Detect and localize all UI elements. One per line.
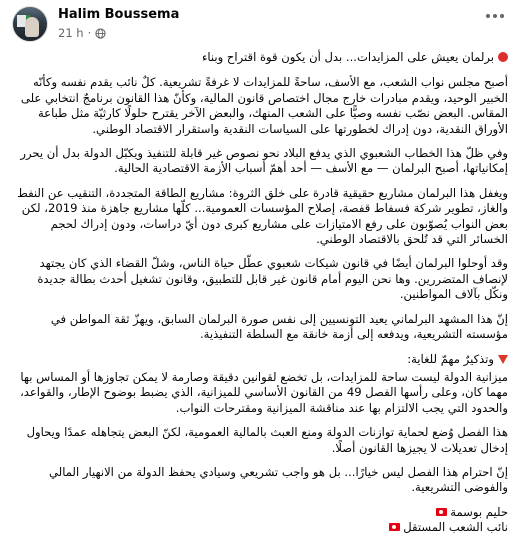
signature-title-line: نائب الشعب المستقل xyxy=(10,520,508,535)
post-body xyxy=(0,50,520,536)
red-triangle-icon xyxy=(498,353,508,368)
post-paragraph: وقد أوحلوا البرلمان أيضًا في قانون شيكات شعبوي عطّل حياة الناس، وشلّ القضاء الذي كان يجتهد لإنصاف المتضررين. وها نحن اليوم أمام قانون غير قابل للتطبيق، وقانون تشغيل أحدث بطالة جديدة ونكّل بآلاف المواطنين. xyxy=(37,256,508,302)
post-paragraph-headline: برلمان يعيش على المزايدات... بدل أن يكون قوة اقتراح وبناء xyxy=(10,50,508,66)
post-paragraph: ميزانية الدولة ليست ساحة للمزايدات، بل تخضع لقوانين دقيقة وصارمة لا يمكن تجاوزها أو المساس بها مهما كان، وعلى رأسها الفصل 49 من القانون الأساسي للميزانية، الذي يضبط بوضوح الإطار، والقواعد، والحدود التي يجب الالتزام بها عند مناقشة الميزانية ومقترحات النواب. xyxy=(20,369,508,415)
signature-name-line: حليم بوسمة xyxy=(10,505,508,520)
avatar[interactable] xyxy=(12,6,48,42)
post-meta xyxy=(58,26,106,40)
post-paragraph: إنّ هذا المشهد البرلماني يعيد التونسيين إلى نفس صورة البرلمان السابق، ويهزّ ثقة المواطن في مؤسسته التشريعية، ويدفعه إلى أزمة خانقة مع السلطة التنفيذية. xyxy=(50,311,508,342)
post-paragraph: وفي ظلّ هذا الخطاب الشعبوي الذي يدفع البلاد نحو نصوص غير قابلة للتنفيذ ويكبّل الدولة بدل أن يحرر إمكانياتها، أصبح البرلمان — مع الأسف — أحد أهمّ أسباب الأزمة الاقتصادية الحالية. xyxy=(20,146,508,176)
meta-separator: · xyxy=(87,26,92,40)
post-time[interactable]: 21 h xyxy=(58,26,84,40)
signature xyxy=(10,505,508,536)
author-name[interactable]: Halim Boussema xyxy=(58,7,180,22)
tunisia-flag-icon xyxy=(389,523,400,531)
tunisia-flag-icon xyxy=(436,508,447,516)
post-paragraph-reminder: وتذكيرٌ مهمّ للغاية: xyxy=(10,352,508,368)
post-paragraph: هذا الفصل وُضع لحماية توازنات الدولة ومنع العبث بالمالية العمومية، لكنّ البعض يتجاهله عمدًا ويحاول إدخال تعديلات لا يجيزها القانون أصلًا. xyxy=(26,425,508,455)
post-header xyxy=(0,0,520,50)
post-paragraph: إنّ احترام هذا الفصل ليس خيارًا... بل هو واجب تشريعي وسيادي يحفظ الدولة من الانهيار المالي والفوضى التشريعية. xyxy=(49,464,508,495)
globe-icon[interactable] xyxy=(95,28,106,39)
post-paragraph: أصبح مجلس نواب الشعب، مع الأسف، ساحةً للمزايدات لا غرفةً تشريعية. كلٌ نائب يقدم نفسه وكأنّه الخبير الوحيد، ويقدم مبادرات خارج مجال اختصاص قانون المالية، وكأنّ هذا القانون برنامجٌ انتخابي على المقاس. البعض نصّب نفسه وصيًّا على الشعب المنهك، والبعض الآخر يقترح حلولًا كارثيّة مثل طباعة الأوراق النقدية، دون إدراك لخطورتها على السياسات النقدية واستقرار الاقتصاد الوطني. xyxy=(20,75,508,136)
red-circle-icon xyxy=(498,51,508,66)
more-options-icon[interactable] xyxy=(482,6,508,26)
post-paragraph: ويغفل هذا البرلمان مشاريع حقيقية قادرة على خلق الثروة: مشاريع الطاقة المتجددة، التنقيب عن النفط والغاز، تطوير شركة فسفاط قفصة، إصلاح المؤسسات العمومية... كلّها مشاريع جاهزة منذ 2019، لكن بعض النواب يُصوّبون على رفع الامتيازات على مشاريع كبرى دون أيّ دراسات، ودون إدراك لحجم الخسائر التي قد تُلحق بالاقتصاد الوطني. xyxy=(17,185,508,247)
